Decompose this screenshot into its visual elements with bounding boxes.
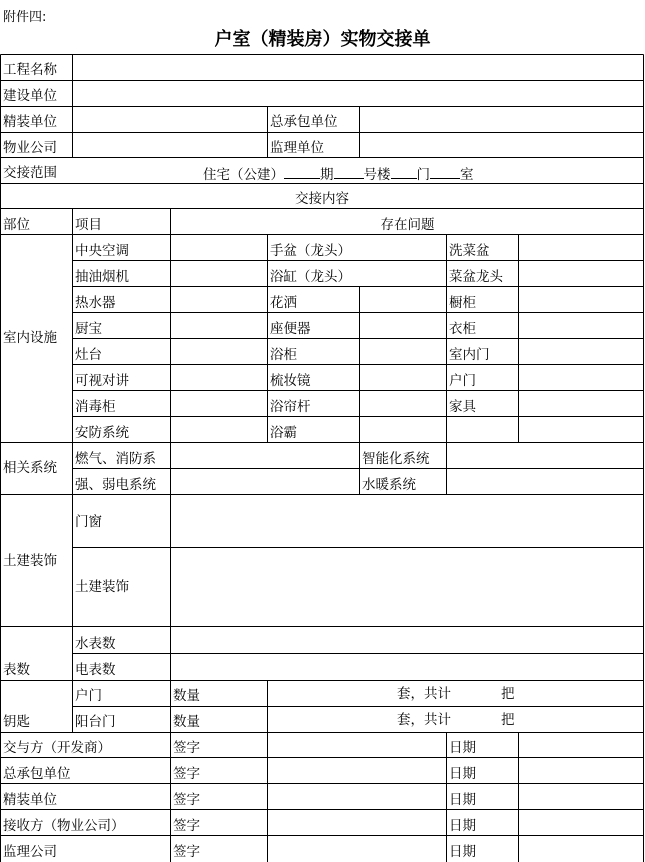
indoor-item: 家具 xyxy=(449,399,476,415)
scope-unit: 门 xyxy=(416,167,430,183)
indoor-item: 户门 xyxy=(449,373,476,389)
civil-label: 土建装饰 xyxy=(3,553,57,569)
content-section-title: 交接内容 xyxy=(295,191,349,207)
sign-label: 签字 xyxy=(173,792,200,808)
key-count-unit: 套，共计 xyxy=(397,712,451,728)
key-qty-label: 数量 xyxy=(173,714,200,730)
indoor-item: 菜盆龙头 xyxy=(449,269,503,285)
key-item: 户门 xyxy=(75,688,102,704)
scope-room: 室 xyxy=(460,167,474,183)
signature-party: 接收方（物业公司） xyxy=(3,818,125,834)
attachment-label: 附件四: xyxy=(3,10,47,25)
sign-label: 签字 xyxy=(173,818,200,834)
developer-label: 建设单位 xyxy=(3,88,57,104)
scope-building: 号楼 xyxy=(363,167,391,183)
meter-item: 电表数 xyxy=(75,662,116,678)
date-label: 日期 xyxy=(449,844,476,860)
indoor-item: 室内门 xyxy=(449,347,490,363)
keys-label: 钥匙 xyxy=(3,714,30,730)
date-label: 日期 xyxy=(449,818,476,834)
handover-scope-label: 交接范围 xyxy=(3,165,57,181)
indoor-item: 浴帘杆 xyxy=(270,399,311,415)
indoor-item: 消毒柜 xyxy=(75,399,116,415)
col-issue-header: 存在问题 xyxy=(380,217,435,233)
indoor-label: 室内设施 xyxy=(3,330,57,346)
indoor-item: 抽油烟机 xyxy=(75,269,129,285)
systems-item: 燃气、消防系 xyxy=(75,451,156,467)
meters-label: 表数 xyxy=(3,662,30,678)
date-label: 日期 xyxy=(449,792,476,808)
key-qty-label: 数量 xyxy=(173,688,200,704)
indoor-item: 梳妆镜 xyxy=(270,373,311,389)
indoor-item: 手盆（龙头） xyxy=(270,243,351,259)
sign-label: 签字 xyxy=(173,740,200,756)
systems-item: 智能化系统 xyxy=(362,451,430,467)
indoor-item: 中央空调 xyxy=(75,243,129,259)
decoration-unit-label: 精装单位 xyxy=(3,114,57,130)
project-name-label: 工程名称 xyxy=(3,62,57,78)
systems-label: 相关系统 xyxy=(3,460,57,476)
indoor-item: 座便器 xyxy=(270,321,311,337)
signature-party: 交与方（开发商） xyxy=(3,740,111,756)
meter-item: 水表数 xyxy=(75,636,116,652)
indoor-item: 花洒 xyxy=(270,295,297,311)
scope-residence: 住宅（公建） xyxy=(203,167,284,183)
systems-item: 水暖系统 xyxy=(362,477,416,493)
indoor-item: 灶台 xyxy=(75,347,102,363)
scope-phase: 期 xyxy=(320,167,334,183)
indoor-item: 浴霸 xyxy=(270,425,297,441)
indoor-item: 厨宝 xyxy=(75,321,102,337)
col-item-header: 项目 xyxy=(75,217,102,233)
key-count-unit: 把 xyxy=(501,712,515,728)
key-count-unit: 把 xyxy=(501,686,515,702)
indoor-item: 浴柜 xyxy=(270,347,297,363)
indoor-item: 安防系统 xyxy=(75,425,129,441)
general-contractor-label: 总承包单位 xyxy=(270,114,338,130)
property-company-label: 物业公司 xyxy=(3,140,57,156)
handover-scope-line xyxy=(203,165,474,183)
col-part-header: 部位 xyxy=(3,217,30,233)
systems-item: 强、弱电系统 xyxy=(75,477,156,493)
key-item: 阳台门 xyxy=(75,714,116,730)
civil-item: 门窗 xyxy=(75,514,102,530)
sign-label: 签字 xyxy=(173,844,200,860)
civil-item: 土建装饰 xyxy=(75,579,129,595)
indoor-item: 热水器 xyxy=(75,295,116,311)
signature-party: 监理公司 xyxy=(3,844,57,860)
form-title: 户室（精装房）实物交接单 xyxy=(214,29,431,50)
date-label: 日期 xyxy=(449,766,476,782)
date-label: 日期 xyxy=(449,740,476,756)
signature-party: 精装单位 xyxy=(3,792,57,808)
indoor-item: 可视对讲 xyxy=(75,373,129,389)
indoor-item: 橱柜 xyxy=(449,295,476,311)
key-count-unit: 套，共计 xyxy=(397,686,451,702)
indoor-item: 浴缸（龙头） xyxy=(270,269,351,285)
sign-label: 签字 xyxy=(173,766,200,782)
signature-party: 总承包单位 xyxy=(3,766,71,782)
indoor-item: 洗菜盆 xyxy=(449,243,490,259)
indoor-item: 衣柜 xyxy=(449,321,476,337)
supervision-unit-label: 监理单位 xyxy=(270,140,324,156)
